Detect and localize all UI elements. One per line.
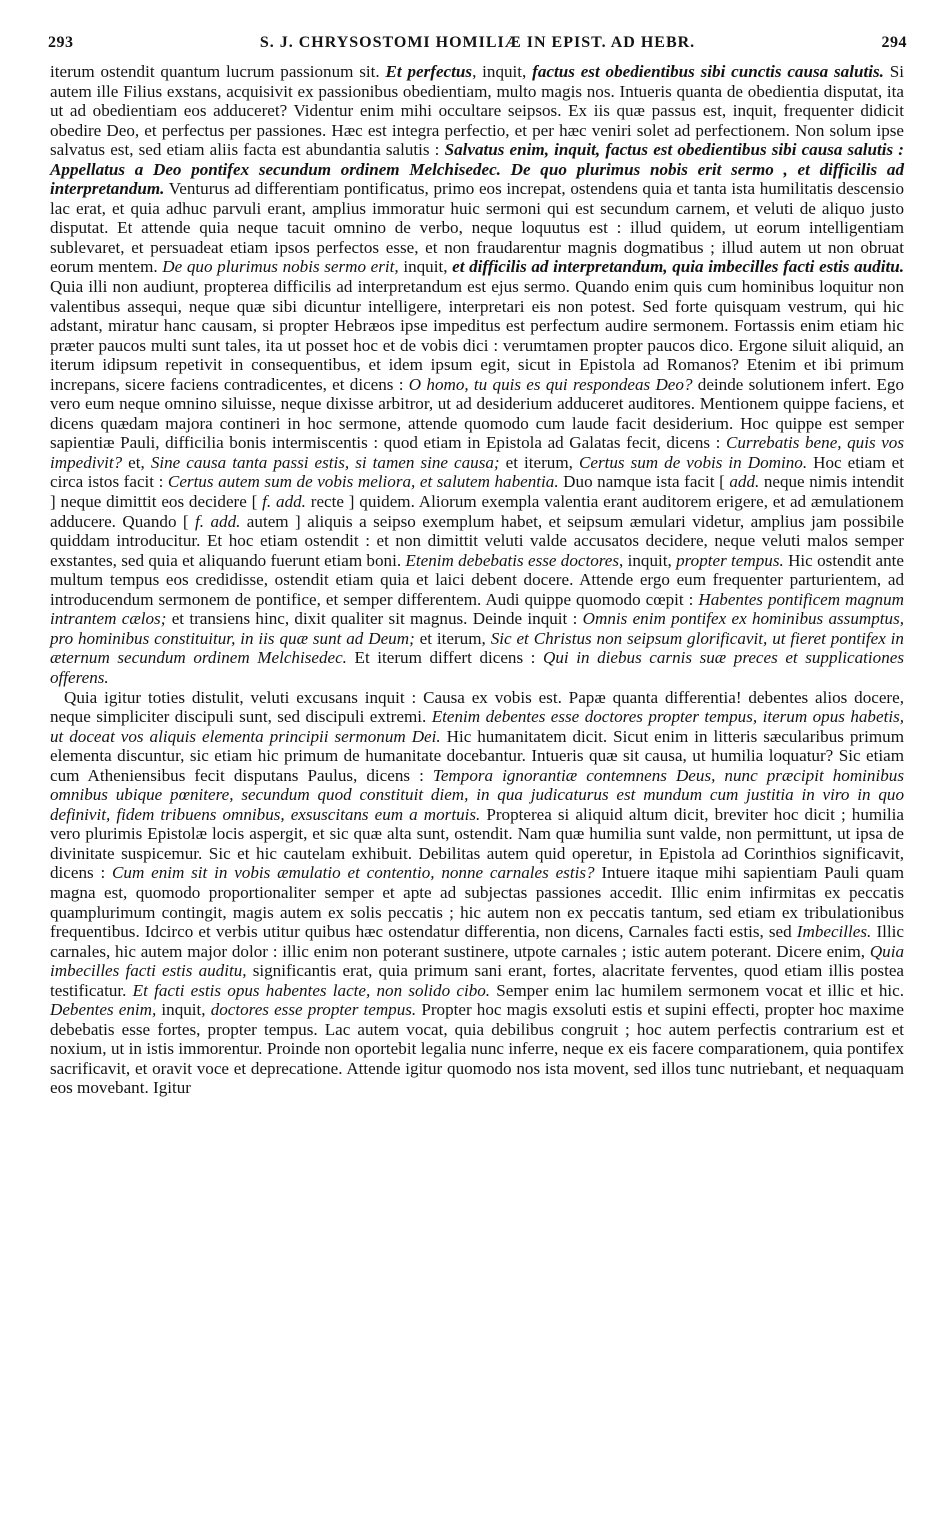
text-run: neque nimis intendit ] neque dimittit eos decidere [: [50, 472, 904, 512]
italic-text: Tempora ignorantiæ contemnens Deus, nunc præcipit hominibus omnibus ubique pœnitere, secundum quod constituit diem, in qua judicaturus est mundum cum justitia in viro in quo definivit, fidem tribuens omnibus, exsuscitans eum a mortuis.: [50, 765, 904, 824]
text-run: et transiens hinc, dixit qualiter sit magnus. Deinde inquit :: [166, 609, 583, 629]
text-run: et iterum,: [499, 452, 579, 472]
text-run: , inquit,: [619, 550, 677, 570]
text-run: inquit,: [156, 1000, 211, 1020]
bold-italic-text: Salvatus enim, inquit, factus est obedientibus sibi causa salutis : Appellatus a Deo pontifex secundum ordinem Melchisedec. De quo plurimus nobis erit sermo , et difficilis ad interpretandum.: [50, 140, 904, 199]
text-run: Intuere itaque mihi sapientiam Pauli quam magna est, quomodo proportionaliter semper et apte ad subjectas passiones accedit. Illic enim infirmitas ex peccatis quamplurimum contingit, magis autem ex solis peccatis ; hic autem non ex peccatis tantum, sed etiam ex tribulationibus frequentibus. Idcirco et verbis utitur quibus hæc ostendatur differentia, non dicens, Carnales facti estis, sed: [50, 863, 905, 942]
page-number-right: 294: [881, 34, 907, 51]
paragraph: [50, 688, 904, 1098]
italic-text: Sic et Christus non seipsum glorificavit, ut fieret pontifex in æternum secundum ordinem Melchisedec.: [50, 628, 904, 668]
bold-italic-text: factus est obedientibus sibi cunctis causa salutis.: [532, 62, 884, 81]
italic-text: add.: [729, 472, 760, 492]
italic-text: Certus autem sum de vobis meliora, et salutem habentia.: [167, 472, 559, 492]
italic-text: Certus sum de vobis in Domino.: [578, 452, 808, 472]
italic-text: Et facti estis opus habentes lacte, non solido cibo.: [132, 980, 491, 1000]
body-text: [50, 62, 904, 1098]
italic-text: Omnis enim pontifex ex hominibus assumptus, pro hominibus constituitur, in iis quæ sunt ad Deum;: [50, 609, 904, 648]
italic-text: f. add.: [262, 492, 306, 512]
bold-italic-text: et difficilis ad interpretandum, quia imbecilles facti estis auditu.: [452, 257, 904, 277]
italic-text: Imbecilles.: [796, 922, 872, 942]
text-run: autem ] aliquis a seipso exemplum habet, et seipsum æmulari videtur, amplius jam possibile quiddam introducitur. Et hoc etiam ostendit : et non dimittit veluti valde accusatos decidere, neque veluti malos semper exstantes, sed quia et aliquando fuerunt etiam boni.: [50, 511, 904, 570]
bold-italic-text: Et perfectus: [385, 62, 473, 81]
italic-text: Qui in diebus carnis suæ preces et supplicationes offerens.: [50, 648, 904, 687]
italic-text: Etenim debentes esse doctores propter tempus, iterum opus habetis, ut doceat vos aliquis elementa principii sermonum Dei.: [50, 707, 904, 746]
text-run: iterum ostendit quantum lucrum passionum sit.: [50, 62, 386, 81]
text-run: , inquit,: [472, 62, 533, 81]
italic-text: f. add.: [195, 511, 241, 531]
text-run: Illic carnales, hic autem major dolor : illic enim non poterant sustinere, utpote carnales ; istic autem poterant. Dicere enim,: [50, 922, 904, 961]
italic-text: Cum enim sit in vobis æmulatio et contentio, nonne carnales estis?: [112, 863, 595, 883]
text-run: Propter hoc magis exsoluti estis et supini effecti, propter hoc maxime debebatis esse fortes, propter tempus. Lac autem vocat, quia debilibus congruit ; hoc autem perfectis contrarium est et noxium, ut in istis immorentur. Proinde non oportebit legalia nunc inferre, neque ex eis facere comparationem, quia pontifex sacrificavit, et oravit voce et deprecatione. Attende igitur quomodo nos ista movent, sed illos tunc nutriebant, et nequaquam eos movebant. Igitur: [50, 1000, 904, 1098]
text-run: Et iterum differt dicens :: [346, 648, 544, 668]
text-run: Semper enim lac humilem sermonem vocat et illic et hic.: [490, 980, 904, 1000]
text-run: et iterum,: [414, 628, 491, 648]
running-title: S. J. CHRYSOSTOMI HOMILIÆ IN EPIST. AD HEBR.: [259, 34, 696, 51]
italic-text: Etenim debebatis esse doctores: [405, 550, 620, 570]
text-run: Quia illi non audiunt, propterea difficilis ad interpretandum est ejus sermo. Quando enim quis cum hominibus loquitur non valentibus assequi, neque quæ sibi dicuntur intelligere, interpretari eis non potest. Sed forte quisquam vestrum, qui hic adstant, miratur hanc causam, si propter Hebræos ipse impeditus est perfectum audire sermonem. Fortassis enim etiam hic præter paucos multi sunt tales, ita ut posset hoc et de vobis dici : verumtamen propter paucos dico. Ergone siluit aliquid, an iterum idipsum repetivit in consequentibus, et idem ipsum egit, sicut in Epistola ad Romanos? Etenim et ibi primum increpans, sicere faciens contradicentes, et dicens :: [50, 277, 904, 394]
italic-text: Debentes enim,: [50, 1000, 157, 1020]
text-run: recte ] quidem. Aliorum exempla valentia erant auditorem erigere, et ad æmulationem adducere. Quando [: [50, 492, 904, 531]
text-run: Hic ostendit ante multum tempus eos credidisse, ostendit etiam quia et laici debent docere. Attende ergo eum frequenter parturientem, ad introducendum sermonem de pontifice, et semper differentem. Audi quippe quomodo cœpit :: [50, 550, 904, 609]
italic-text: Habentes pontificem magnum intrantem cælos;: [50, 589, 904, 629]
italic-text: Quia imbecilles facti estis auditu,: [50, 941, 904, 981]
text-run: Hoc etiam et circa istos facit :: [50, 452, 904, 492]
text-run: Hic humanitatem dicit. Sicut enim in litteris sæcularibus primum elementa discuntur, sic etiam hic primum de humanitate docebantur. Intueris quæ sit causa, ut humilia loquatur? Sic etiam cum Atheniensibus fecit disputans Paulus, dicens :: [50, 726, 904, 785]
text-run: Propterea si aliquid altum dicit, breviter hoc dicit ; humilia vero plurimis Epistolæ locis aspergit, et sic quæ alta sunt, ostendit. Nam quæ humilia sunt valde, non permittunt, ut ipsa de divinitate suspicemur. Sic et hic cautelam exhibuit. Debilitas autem quid operetur, in Epistola ad Corinthios significavit, dicens :: [50, 804, 904, 883]
text-run: inquit,: [398, 257, 453, 277]
italic-text: Sine causa tanta passi estis, si tamen sine causa;: [150, 452, 500, 472]
text-run: deinde solutionem infert. Ego vero eum neque omnino siluisse, neque dixisse arbitror, ut ad desiderium adduceret auditores. Mentionem quippe faciens, et dicens quædam majora contineri in hoc sermone, attende quomodo cum laude facit desiderium. Hoc quippe est semper sapientiæ Pauli, difficilia bonis intermiscentis : quod etiam in Epistola ad Galatas fecit, dicens :: [50, 374, 904, 453]
italic-text: propter tempus.: [676, 550, 784, 570]
italic-text: O homo, tu quis es qui respondeas Deo?: [408, 374, 693, 394]
italic-text: De quo plurimus nobis sermo erit,: [162, 257, 399, 277]
text-run: significantis erat, quia primum sani erant, fortes, alacritate ferventes, quod etiam illis postea testificatur.: [50, 961, 904, 1000]
italic-text: doctores esse propter tempus.: [210, 1000, 417, 1020]
text-run: Si autem ille Filius exstans, acquisivit ex passionibus obedientiam, multo magis nos. Intueris quanta de obedientia disputat, ita ut ad obedientiam eos adduceret? Videntur enim mihi occultare seipsos. Ex iis quæ passus est, inquit, frequenter didicit obedire Deo, et perfectus per passiones. Hæc est integra perfectio, et per hæc veniri solet ad perfectionem. Non solum ipse salvatus est, sed etiam aliis facta est abundantia salutis :: [50, 62, 904, 160]
italic-text: Currebatis bene, quis vos impedivit?: [50, 433, 905, 472]
paragraph: [50, 62, 904, 688]
running-header: [48, 34, 907, 56]
text-run: Venturus ad differentiam pontificatus, primo eos increpat, ostendens quia et tanta ista humilitatis descensio lac erat, et quia adhuc parvuli erant, amplius immoratur huic sermoni qui est secundum carnem, et veluti de aliquo justo disputat. Et attende quia neque tacuit omnino de verbo, neque loquutus est : illud quidem, ut eorum intelligentiam sublevaret, et persuadeat etiam ipsos perfectos esse, et non fraudarentur magnis dogmatibus ; illud autem ut non obruat eorum mentem.: [50, 179, 904, 277]
text-run: et,: [122, 452, 151, 472]
page-number-left: 293: [48, 34, 74, 51]
text-run: Duo namque ista facit [: [558, 472, 730, 492]
text-run: Quia igitur toties distulit, veluti excusans inquit : Causa ex vobis est. Papæ quanta differentia! debentes alios docere, neque simpliciter discipuli sunt, sed discipuli extremi.: [50, 687, 904, 727]
